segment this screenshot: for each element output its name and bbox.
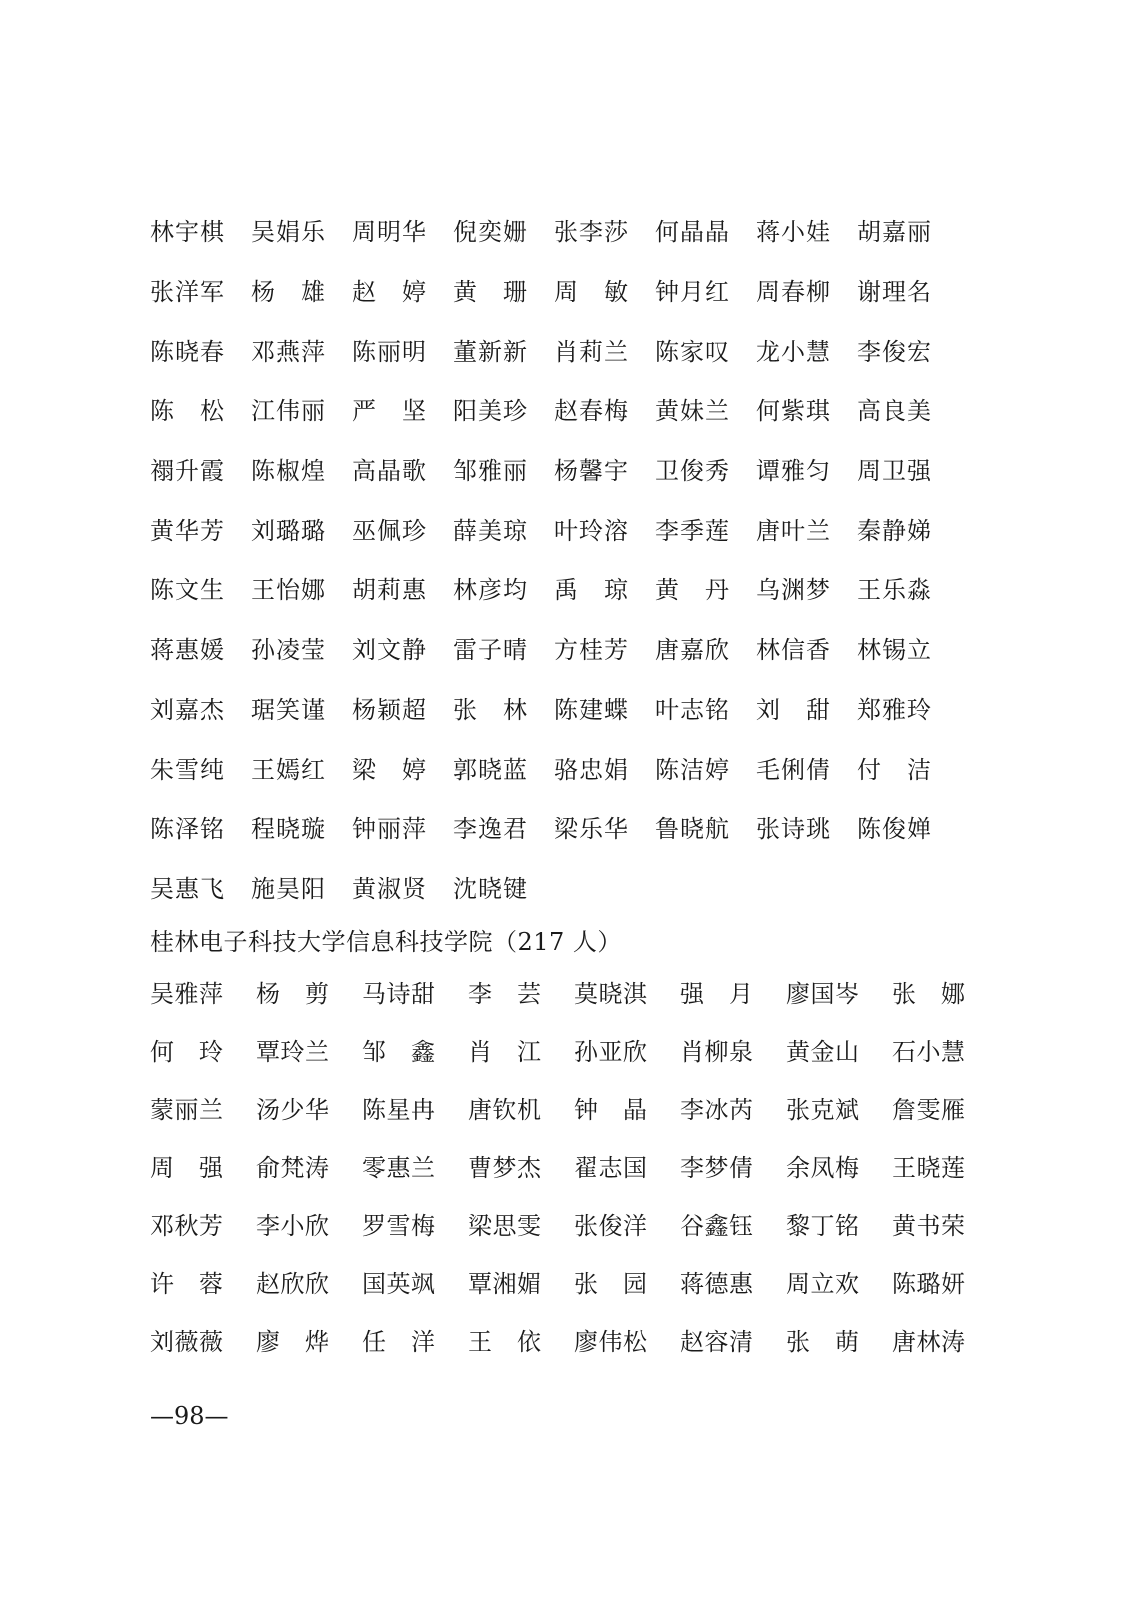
person-name: 林信香 <box>756 636 831 665</box>
person-name: 周春柳 <box>756 278 831 307</box>
name-row <box>150 498 958 558</box>
person-name: 张 萌 <box>786 1327 860 1356</box>
person-name: 唐钦机 <box>468 1095 542 1124</box>
name-row <box>150 857 958 917</box>
person-name: 廖伟松 <box>574 1327 648 1356</box>
person-name: 罗雪梅 <box>362 1211 436 1240</box>
name-row <box>150 1252 998 1310</box>
person-name: 李梦倩 <box>680 1153 754 1182</box>
name-row <box>150 1310 998 1368</box>
person-name: 施昊阳 <box>251 874 326 903</box>
person-name: 陈星冉 <box>362 1095 436 1124</box>
name-row <box>150 678 958 738</box>
person-name: 雷子晴 <box>453 636 528 665</box>
person-name: 肖 江 <box>468 1037 542 1066</box>
person-name: 何紫琪 <box>756 397 831 426</box>
person-name: 黄 丹 <box>655 576 730 605</box>
person-name: 张 园 <box>574 1269 648 1298</box>
person-name: 刘文静 <box>352 636 427 665</box>
person-name: 林宇棋 <box>150 218 225 247</box>
person-name: 阳美珍 <box>453 397 528 426</box>
name-row <box>150 737 958 797</box>
person-name: 薛美琼 <box>453 516 528 545</box>
person-name: 黄妹兰 <box>655 397 730 426</box>
name-row <box>150 797 958 857</box>
person-name: 吴惠飞 <box>150 874 225 903</box>
person-name: 钟丽萍 <box>352 815 427 844</box>
person-name: 龙小慧 <box>756 337 831 366</box>
person-name: 刘 甜 <box>756 695 831 724</box>
person-name: 李小欣 <box>256 1211 330 1240</box>
person-name: 王怡娜 <box>251 576 326 605</box>
person-name: 郑雅玲 <box>857 695 932 724</box>
name-row <box>150 1136 998 1194</box>
person-name: 倪奕姗 <box>453 218 528 247</box>
person-name: 谢理名 <box>857 278 932 307</box>
person-name: 李冰芮 <box>680 1095 754 1124</box>
person-name: 梁乐华 <box>554 815 629 844</box>
person-name: 钟月红 <box>655 278 730 307</box>
person-name: 杨 雄 <box>251 278 326 307</box>
person-name: 詹雯雁 <box>892 1095 966 1124</box>
person-name: 陈晓春 <box>150 337 225 366</box>
person-name: 莫晓淇 <box>574 979 648 1008</box>
person-name: 秦静娣 <box>857 516 932 545</box>
person-name: 张洋军 <box>150 278 225 307</box>
person-name: 陈家叹 <box>655 337 730 366</box>
name-list-section-1 <box>150 200 958 916</box>
name-list-section-2 <box>150 962 998 1368</box>
person-name: 乌渊梦 <box>756 576 831 605</box>
person-name: 陈俊婵 <box>857 815 932 844</box>
person-name: 任 洋 <box>362 1327 436 1356</box>
person-name: 黄书荣 <box>892 1211 966 1240</box>
person-name: 肖莉兰 <box>554 337 629 366</box>
person-name: 杨馨宇 <box>554 457 629 486</box>
person-name: 唐林涛 <box>892 1327 966 1356</box>
person-name: 汤少华 <box>256 1095 330 1124</box>
person-name: 杨颖超 <box>352 695 427 724</box>
person-name: 马诗甜 <box>362 979 436 1008</box>
person-name: 赵春梅 <box>554 397 629 426</box>
person-name: 曹梦杰 <box>468 1153 542 1182</box>
person-name: 陈洁婷 <box>655 755 730 784</box>
person-name: 江伟丽 <box>251 397 326 426</box>
person-name: 俞梵涛 <box>256 1153 330 1182</box>
person-name: 张诗珧 <box>756 815 831 844</box>
person-name: 唐嘉欣 <box>655 636 730 665</box>
person-name: 赵欣欣 <box>256 1269 330 1298</box>
person-name: 胡莉惠 <box>352 576 427 605</box>
person-name: 零惠兰 <box>362 1153 436 1182</box>
person-name: 骆忠娟 <box>554 755 629 784</box>
person-name: 黄 珊 <box>453 278 528 307</box>
person-name: 陈椒煌 <box>251 457 326 486</box>
person-name: 林彦均 <box>453 576 528 605</box>
person-name: 毛俐倩 <box>756 755 831 784</box>
person-name: 邓燕萍 <box>251 337 326 366</box>
person-name: 高晶歌 <box>352 457 427 486</box>
person-name: 国英飒 <box>362 1269 436 1298</box>
person-name: 廖 烨 <box>256 1327 330 1356</box>
page-number: —98— <box>150 1402 229 1430</box>
person-name: 程晓璇 <box>251 815 326 844</box>
person-name: 李逸君 <box>453 815 528 844</box>
person-name: 李俊宏 <box>857 337 932 366</box>
person-name: 石小慧 <box>892 1037 966 1066</box>
person-name: 谷鑫钰 <box>680 1211 754 1240</box>
person-name: 卫俊秀 <box>655 457 730 486</box>
person-name: 严 坚 <box>352 397 427 426</box>
person-name: 李季莲 <box>655 516 730 545</box>
person-name: 沈晓键 <box>453 874 528 903</box>
person-name: 何 玲 <box>150 1037 224 1066</box>
person-name: 付 洁 <box>857 755 932 784</box>
name-row <box>150 439 958 499</box>
person-name: 朱雪纯 <box>150 755 225 784</box>
name-row <box>150 319 958 379</box>
person-name: 刘嘉杰 <box>150 695 225 724</box>
person-name: 唐叶兰 <box>756 516 831 545</box>
person-name: 林锡立 <box>857 636 932 665</box>
person-name: 吴雅萍 <box>150 979 224 1008</box>
name-row <box>150 200 958 260</box>
person-name: 黄华芳 <box>150 516 225 545</box>
person-name: 邹 鑫 <box>362 1037 436 1066</box>
person-name: 刘璐璐 <box>251 516 326 545</box>
person-name: 覃湘媚 <box>468 1269 542 1298</box>
person-name: 王晓莲 <box>892 1153 966 1182</box>
person-name: 禤升霞 <box>150 457 225 486</box>
person-name: 孙亚欣 <box>574 1037 648 1066</box>
person-name: 何晶晶 <box>655 218 730 247</box>
person-name: 蒋德惠 <box>680 1269 754 1298</box>
person-name: 鲁晓航 <box>655 815 730 844</box>
person-name: 王嫣红 <box>251 755 326 784</box>
person-name: 巫佩珍 <box>352 516 427 545</box>
person-name: 琚笑谨 <box>251 695 326 724</box>
person-name: 赵容清 <box>680 1327 754 1356</box>
name-row <box>150 1020 998 1078</box>
person-name: 吴娟乐 <box>251 218 326 247</box>
person-name: 许 蓉 <box>150 1269 224 1298</box>
person-name: 高良美 <box>857 397 932 426</box>
person-name: 陈泽铭 <box>150 815 225 844</box>
person-name: 黎丁铭 <box>786 1211 860 1240</box>
person-name: 叶志铭 <box>655 695 730 724</box>
person-name: 周 敏 <box>554 278 629 307</box>
person-name: 陈丽明 <box>352 337 427 366</box>
person-name: 邓秋芳 <box>150 1211 224 1240</box>
person-name: 王乐淼 <box>857 576 932 605</box>
name-row <box>150 379 958 439</box>
person-name: 董新新 <box>453 337 528 366</box>
name-row <box>150 618 958 678</box>
person-name: 孙凌莹 <box>251 636 326 665</box>
person-name: 邹雅丽 <box>453 457 528 486</box>
person-name: 覃玲兰 <box>256 1037 330 1066</box>
person-name: 陈建蝶 <box>554 695 629 724</box>
person-name: 周明华 <box>352 218 427 247</box>
person-name: 张 娜 <box>892 979 966 1008</box>
person-name: 廖国岑 <box>786 979 860 1008</box>
person-name: 蒙丽兰 <box>150 1095 224 1124</box>
person-name: 李 芸 <box>468 979 542 1008</box>
person-name: 周 强 <box>150 1153 224 1182</box>
name-row <box>150 260 958 320</box>
name-row <box>150 558 958 618</box>
person-name: 张俊洋 <box>574 1211 648 1240</box>
name-row <box>150 1194 998 1252</box>
person-name: 方桂芳 <box>554 636 629 665</box>
person-name: 强 月 <box>680 979 754 1008</box>
person-name: 刘薇薇 <box>150 1327 224 1356</box>
name-row <box>150 962 998 1020</box>
person-name: 谭雅匀 <box>756 457 831 486</box>
person-name: 陈璐妍 <box>892 1269 966 1298</box>
person-name: 黄金山 <box>786 1037 860 1066</box>
person-name: 叶玲溶 <box>554 516 629 545</box>
person-name: 翟志国 <box>574 1153 648 1182</box>
person-name: 陈文生 <box>150 576 225 605</box>
name-row <box>150 1078 998 1136</box>
person-name: 胡嘉丽 <box>857 218 932 247</box>
person-name: 周立欢 <box>786 1269 860 1298</box>
person-name: 钟 晶 <box>574 1095 648 1124</box>
person-name: 黄淑贤 <box>352 874 427 903</box>
person-name: 余凤梅 <box>786 1153 860 1182</box>
person-name: 王 依 <box>468 1327 542 1356</box>
person-name: 陈 松 <box>150 397 225 426</box>
person-name: 周卫强 <box>857 457 932 486</box>
person-name: 郭晓蓝 <box>453 755 528 784</box>
person-name: 张 林 <box>453 695 528 724</box>
person-name: 肖柳泉 <box>680 1037 754 1066</box>
person-name: 张李莎 <box>554 218 629 247</box>
person-name: 杨 剪 <box>256 979 330 1008</box>
section-heading: 桂林电子科技大学信息科技学院（217 人） <box>150 928 622 956</box>
person-name: 蒋惠媛 <box>150 636 225 665</box>
person-name: 梁思雯 <box>468 1211 542 1240</box>
person-name: 张克斌 <box>786 1095 860 1124</box>
person-name: 蒋小娃 <box>756 218 831 247</box>
person-name: 梁 婷 <box>352 755 427 784</box>
person-name: 禹 琼 <box>554 576 629 605</box>
person-name: 赵 婷 <box>352 278 427 307</box>
